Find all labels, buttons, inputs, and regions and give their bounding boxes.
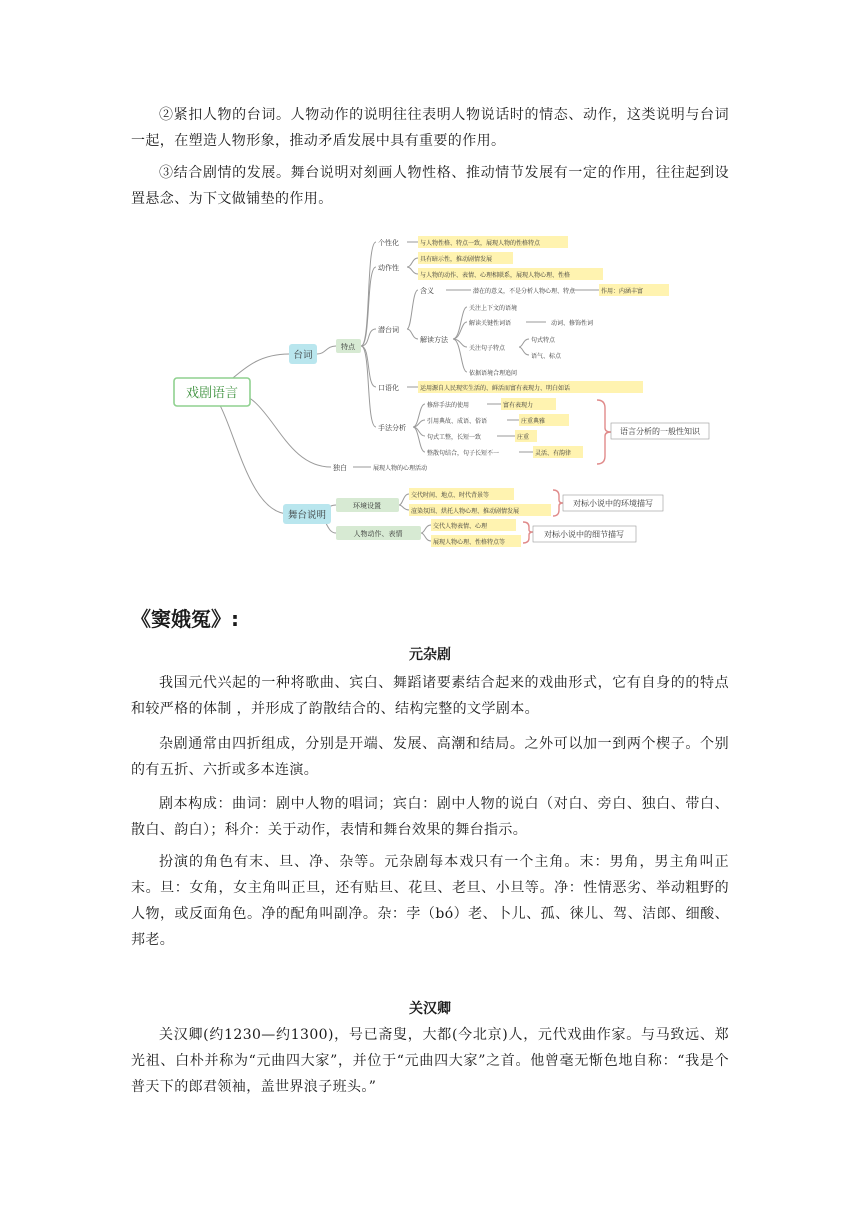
huanjing-item-2: 渲染氛围、烘托人物心理、推动剧情发展 (411, 508, 520, 515)
jiedu-item-1: 关注上下文的语境 (469, 305, 518, 312)
gexinghua-desc: 与人物性格、特点一致，展现人物的性格特点 (420, 240, 541, 247)
node-dongzuo: 人物动作、表情 (353, 530, 403, 538)
node-dongzuoxing: 动作性 (378, 264, 399, 272)
node-tedian: 特点 (341, 343, 355, 351)
node-dubai: 独白 (333, 464, 347, 472)
node-shoufa: 手法分析 (378, 424, 406, 432)
node-taici: 台词 (293, 350, 313, 361)
shoufa-item-3: 句式工整，长短一致 (427, 434, 482, 441)
jiedu-item-4: 依据语境合理追问 (469, 370, 518, 377)
yuanzaju-paragraph: 扮演的角色有末、旦、净、杂等。元杂剧每本戏只有一个主角。末：男角，男主角叫正末。旦：女角，女主角叫正旦，还有贴旦、花旦、老旦、小旦等。净：性情恶劣、举动粗野的人物，或反面角色。净的配角叫副净。杂：孛（bó）老、卜儿、孤、徕儿、驾、洁郎、细酸、邦老。 (131, 854, 729, 948)
node-hanyi: 含义 (420, 287, 434, 295)
huanjing-item-1: 交代时间、地点、时代背景等 (411, 492, 490, 499)
node-gexinghua: 个性化 (378, 239, 399, 247)
intro-paragraph-3: ③结合剧情的发展。舞台说明对刻画人物性格、推动情节发展有一定的作用，往往起到设置悬念、为下文做铺垫的作用。 (131, 165, 729, 207)
dongzuo-item-1: 交代人物表情、心理 (433, 523, 488, 530)
yuanzaju-paragraph: 我国元代兴起的一种将歌曲、宾白、舞蹈诸要素结合起来的戏曲形式，它有自身的的特点和较严格的体制 ，并形成了韵散结合的、结构完整的文学剧本。 (131, 675, 729, 717)
section-title: 《窦娥冤》: (131, 607, 239, 631)
kouyuhua-desc: 运用源自人民现实生活的、鲜活而富有表现力、明白如话 (420, 385, 571, 392)
shoufa-item-4: 整散句结合，句子长短不一 (427, 450, 500, 457)
jiedu-item-3a: 句式特点 (531, 337, 556, 344)
huanjing-ref-label: 对标小说中的环境描写 (573, 499, 653, 508)
shoufa-item-2: 引用典故、成语、俗语 (427, 418, 488, 425)
shoufa-item-1: 修辞手法的使用 (427, 402, 470, 409)
dongzuoxing-desc1: 具有暗示性，推动剧情发展 (420, 256, 493, 263)
node-jiedu: 解读方法 (420, 336, 448, 344)
jiedu-item-2-desc: 动词、修饰性词 (551, 320, 594, 327)
yuanzaju-heading: 元杂剧 (409, 647, 451, 663)
shoufa-item-3-desc: 庄重 (517, 434, 530, 441)
dubai-desc: 展现人物的心理活动 (373, 465, 428, 472)
yuanzaju-paragraph: 杂剧通常由四折组成，分别是开端、发展、高潮和结局。之外可以加一到两个楔子。个别的有五折、六折或多本连演。 (131, 736, 729, 778)
dongzuoxing-desc2: 与人物的动作、表情、心理相联系，展现人物心理、性格 (420, 272, 571, 279)
hanyi-desc: 潜在的意义，不是分析人物心理、特点 (473, 288, 576, 295)
zuoyong: 作用：内涵丰富 (601, 288, 644, 295)
yuanzaju-paragraph: 剧本构成：曲词：剧中人物的唱词；宾白：剧中人物的说白（对白、旁白、独白、带白、散白、韵白）；科介：关于动作，表情和舞台效果的舞台指示。 (131, 796, 729, 838)
dongzuo-ref-label: 对标小说中的细节描写 (544, 530, 624, 539)
mindmap-diagram (131, 222, 729, 562)
node-qiantaici: 潜台词 (378, 326, 399, 334)
guanhanqing-heading: 关汉卿 (409, 1001, 451, 1017)
mindmap-root-label: 戏剧语言 (185, 386, 239, 401)
node-wutai: 舞台说明 (287, 510, 327, 521)
jiedu-item-3: 关注句子特点 (469, 345, 506, 352)
node-huanjing: 环境设置 (353, 502, 381, 510)
guanhanqing-paragraph: 关汉卿(约1230—约1300)，号已斋叟，大都(今北京)人，元代戏曲作家。与马致远、郑光祖、白朴并称为“元曲四大家”，并位于“元曲四大家”之首。他曾毫无惭色地自称：“我是个普天下的郎君领袖，盖世界浪子班头。” (131, 1027, 729, 1095)
shoufa-item-4-desc: 灵活、有韵律 (535, 450, 572, 457)
jiedu-item-3b: 语气、标点 (531, 353, 562, 360)
shoufa-item-1-desc: 富有表现力 (503, 402, 534, 409)
intro-paragraph-2: ②紧扣人物的台词。人物动作的说明往往表明人物说话时的情态、动作，这类说明与台词一起，在塑造人物形象，推动矛盾发展中具有重要的作用。 (131, 107, 729, 149)
jiedu-item-2: 解读关键性词语 (469, 320, 512, 327)
shoufa-item-2-desc: 庄重典雅 (521, 418, 546, 425)
dongzuo-item-2: 展现人物心理、性格特点等 (433, 539, 506, 546)
yuyan-fenxi-label: 语言分析的一般性知识 (620, 427, 700, 436)
node-kouyuhua: 口语化 (378, 384, 399, 392)
